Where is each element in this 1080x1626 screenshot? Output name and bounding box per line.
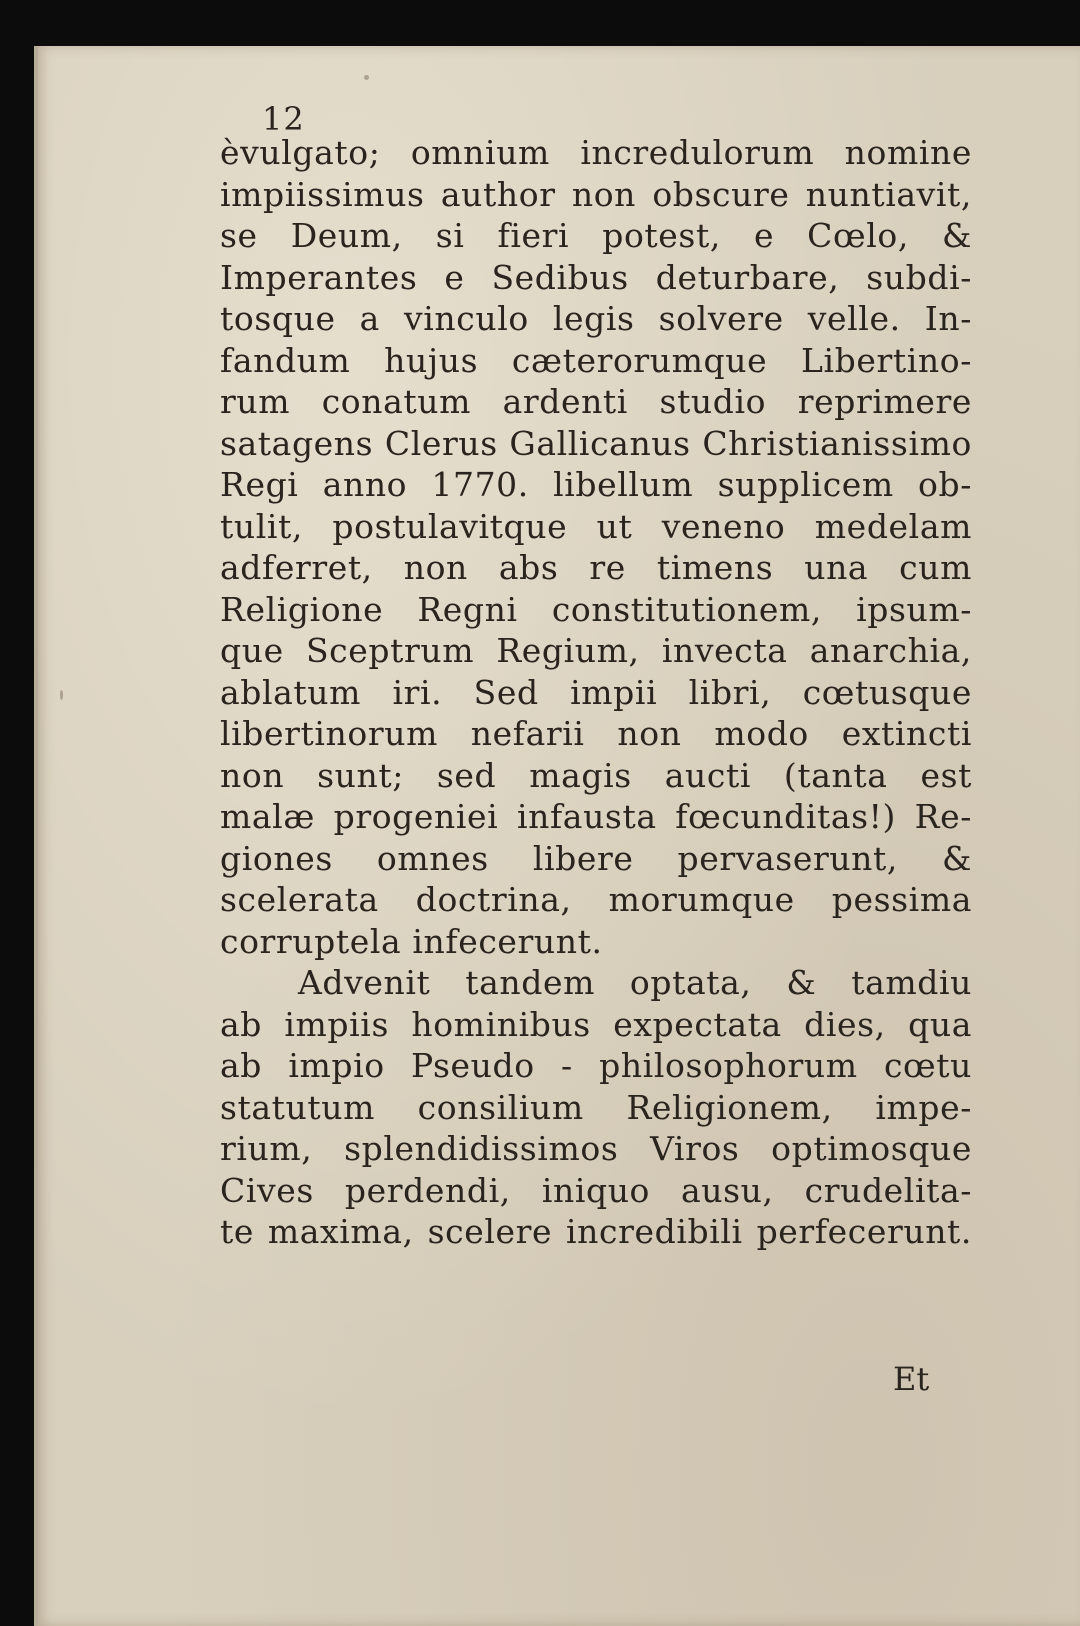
- catchword: Et: [893, 1360, 930, 1398]
- text-line: ab impiis hominibus expectata dies, qua: [220, 1004, 972, 1044]
- text-line: Cives perdendi, iniquo ausu, crudelita-: [220, 1170, 972, 1210]
- page-number: 12: [262, 100, 305, 138]
- text-line: corruptela infecerunt.: [220, 921, 603, 961]
- text-line: ablatum iri. Sed impii libri, cœtusque: [220, 672, 972, 712]
- text-line: que Sceptrum Regium, invecta anarchia,: [220, 631, 972, 670]
- text-line: ab impio Pseudo - philosophorum cœtu: [220, 1046, 972, 1085]
- text-line: satagens Clerus Gallicanus Christianissimo: [220, 423, 972, 463]
- page-edge: [34, 46, 38, 1626]
- text-line: fandum hujus cæterorumque Libertino-: [220, 340, 972, 380]
- text-line: libertinorum nefarii non modo extincti: [220, 714, 972, 753]
- text-line: impiissimus author non obscure nuntiavit,: [220, 174, 972, 214]
- ink-speck: [60, 690, 63, 700]
- text-line: Religione Regni constitutionem, ipsum-: [220, 589, 972, 629]
- text-line: te maxima, scelere incredibili perfecerunt.: [220, 1212, 972, 1251]
- text-line: èvulgato; omnium incredulorum nomine: [220, 133, 972, 172]
- body-text: [220, 132, 972, 1253]
- text-line: se Deum, si fieri potest, e Cœlo, &: [220, 216, 972, 255]
- ink-speck: [364, 75, 369, 80]
- text-line: statutum consilium Religionem, impe-: [220, 1087, 972, 1127]
- text-line: giones omnes libere pervaserunt, &: [220, 838, 972, 878]
- text-line: non sunt; sed magis aucti (tanta est: [220, 755, 972, 795]
- text-line: Regi anno 1770. libellum supplicem ob-: [220, 465, 972, 504]
- text-line: rium, splendidissimos Viros optimosque: [220, 1129, 972, 1168]
- text-line: rum conatum ardenti studio reprimere: [220, 382, 972, 421]
- paragraph-first-line: Advenit tandem optata, & tamdiu: [298, 963, 972, 1002]
- text-line: tulit, postulavitque ut veneno medelam: [220, 506, 972, 546]
- text-line: malæ progeniei infausta fœcunditas!) Re-: [220, 797, 972, 836]
- text-line: adferret, non abs re timens una cum: [220, 548, 972, 587]
- text-line: tosque a vinculo legis solvere velle. In-: [220, 299, 972, 338]
- text-line: Imperantes e Sedibus deturbare, subdi-: [220, 257, 972, 297]
- text-line: scelerata doctrina, morumque pessima: [220, 880, 972, 919]
